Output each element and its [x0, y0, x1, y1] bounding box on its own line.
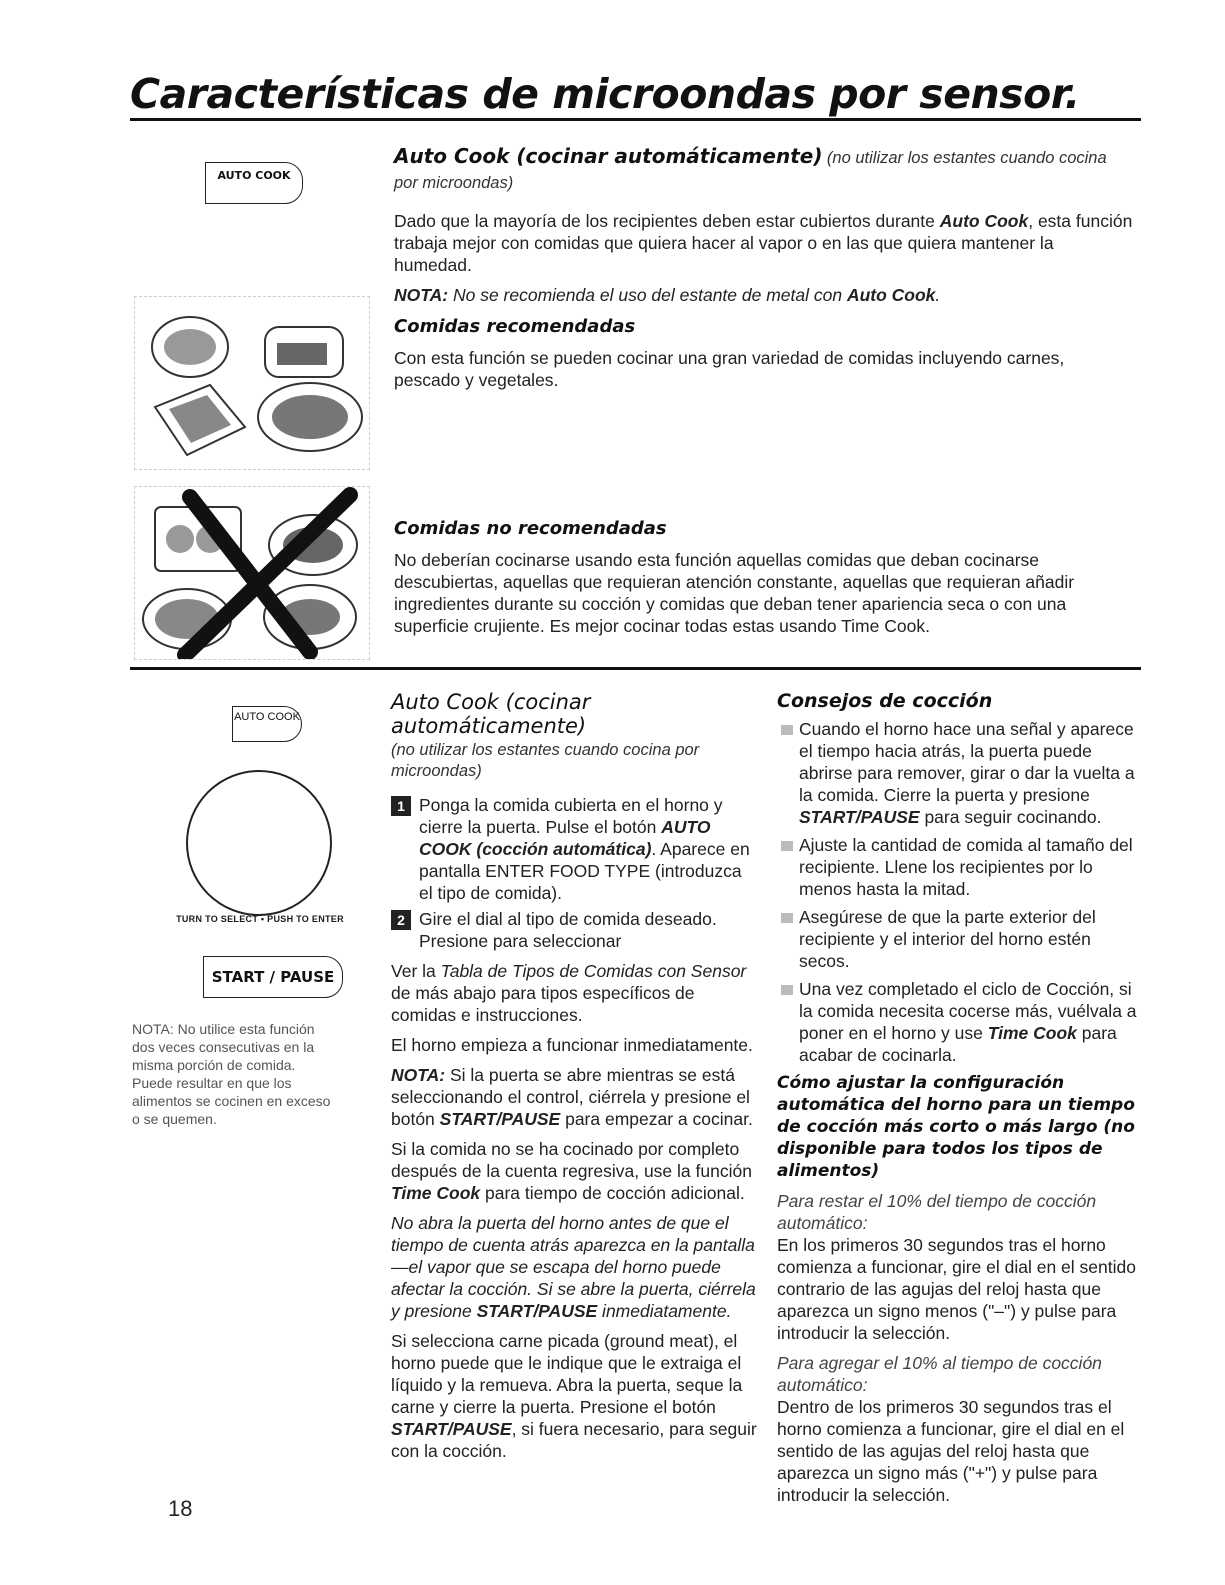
sensor-table-reference: Ver la Tabla de Tipos de Comidas con Sensor de más abajo para tipos específicos de comidas e instrucciones.: [391, 961, 747, 1025]
start-pause-button-icon: START / PAUSE: [203, 956, 343, 998]
auto-cook-heading: Auto Cook (cocinar automáticamente): [394, 144, 823, 168]
auto-cook-instructions: [391, 690, 759, 1462]
auto-cook-button-icon-small: AUTO COOK: [232, 706, 302, 742]
not-recommended-foods-illustration: [134, 486, 370, 660]
start-text: El horno empieza a funcionar inmediatamente.: [391, 1035, 753, 1055]
not-recommended-heading: Comidas no recomendadas: [394, 518, 667, 539]
door-note: NOTA: Si la puerta se abre mientras se está seleccionando el control, ciérrela y presione el botón START/PAUSE para empezar a cocinar.: [391, 1065, 753, 1129]
add-text: Dentro de los primeros 30 segundos tras el horno comienza a funcionar, gire el dial en el sentido de las agujas del reloj hasta que aparezca un signo más ("+") y pulse para introducir la selección.: [777, 1397, 1125, 1505]
step-number: 2: [391, 910, 411, 930]
adjust-heading: Cómo ajustar la configuración automática del horno para un tiempo de cocción más corto o más largo (no disponible para todos los tipos de alimentos): [777, 1073, 1135, 1181]
auto-cook-note: NOTA: No se recomienda el uso del estante de metal con Auto Cook.: [394, 285, 941, 305]
not-recommended-section: [394, 518, 1124, 637]
tips-heading: Consejos de cocción: [777, 690, 993, 712]
subtract-text: En los primeros 30 segundos tras el horno comienza a funcionar, gire el dial en el sentido contrario de las agujas del reloj hasta que aparezca un signo menos ("–") y pulse para introducir la selección.: [777, 1235, 1136, 1343]
door-warning: No abra la puerta del horno antes de que el tiempo de cuenta atrás aparezca en la pantalla—el vapor que se escapa del horno puede afectar la cocción. Si se abre la puerta, ciérrela y presione START/PAUSE inmediatamente.: [391, 1213, 756, 1321]
ground-meat-text: Si selecciona carne picada (ground meat), el horno puede que le indique que le extraiga el líquido y la remueva. Abra la puerta, seque la carne y cierre la puerta. Presione el botón START/PAUSE, si fuera necesario, para seguir con la cocción.: [391, 1331, 757, 1461]
page-title: Características de microondas por sensor.: [130, 70, 1080, 118]
cooking-tips: [777, 690, 1142, 1506]
title-rule: [130, 118, 1141, 121]
step-number: 1: [391, 796, 411, 816]
section-rule: [130, 667, 1141, 670]
step-1: 1 Ponga la comida cubierta en el horno y cierre la puerta. Pulse el botón AUTO COOK (cocción automática). Aparece en pantalla ENTER FOOD TYPE (introduzca el tipo de comida).: [391, 794, 759, 904]
left-note: NOTA: No utilice esta función dos veces consecutivas en la misma porción de comida. Puede resultar en que los alimentos se cocinen en exceso o se quemen.: [132, 1021, 331, 1127]
auto-cook-intro: Dado que la mayoría de los recipientes deben estar cubiertos durante Auto Cook, esta función trabaja mejor con comidas que quiera hacer al vapor o en las que quiera mantener la humedad.: [394, 211, 1133, 275]
instructions-heading-note: (no utilizar los estantes cuando cocina por microondas): [391, 741, 700, 780]
tips-list: [777, 718, 1142, 1066]
instructions-heading: Auto Cook (cocinar automáticamente): [391, 690, 591, 738]
time-cook-text: Si la comida no se ha cocinado por completo después de la cuenta regresiva, use la función Time Cook para tiempo de cocción adicional.: [391, 1139, 752, 1203]
auto-cook-top-section: [394, 144, 1134, 391]
tip-item: Asegúrese de que la parte exterior del recipiente y el interior del horno estén secos.: [777, 906, 1142, 972]
page-number: 18: [168, 1496, 193, 1521]
tip-item: Una vez completado el ciclo de Cocción, si la comida necesita cocerse más, vuélvala a poner en el horno y use Time Cook para acabar de cocinarla.: [777, 978, 1142, 1066]
not-recommended-text: No deberían cocinarse usando esta función aquellas comidas que deban cocinarse descubiertas, aquellas que requieran atención constante, aquellas que requieran añadir ingredientes durante su cocción y comidas que deban tener apariencia seca o con una superficie crujiente. Es mejor cocinar todas estas usando Time Cook.: [394, 550, 1075, 636]
dial-icon: [186, 770, 332, 916]
add-heading: Para agregar el 10% al tiempo de cocción automático:: [777, 1353, 1102, 1395]
subtract-heading: Para restar el 10% del tiempo de cocción automático:: [777, 1191, 1097, 1233]
auto-cook-heading-note: (no utilizar los estantes cuando cocina por microondas): [394, 149, 1107, 192]
dial-label: TURN TO SELECT • PUSH TO ENTER: [176, 914, 344, 924]
recommended-text: Con esta función se pueden cocinar una gran variedad de comidas incluyendo carnes, pescado y vegetales.: [394, 348, 1065, 390]
recommended-foods-illustration: [134, 296, 370, 470]
tip-item: Cuando el horno hace una señal y aparece el tiempo hacia atrás, la puerta puede abrirse para remover, girar o dar la vuelta a la comida. Cierre la puerta y presione START/PAUSE para seguir cocinando.: [777, 718, 1142, 828]
auto-cook-button-icon: AUTO COOK: [205, 162, 303, 204]
step-2: 2 Gire el dial al tipo de comida deseado. Presione para seleccionar: [391, 908, 759, 952]
tip-item: Ajuste la cantidad de comida al tamaño del recipiente. Llene los recipientes por lo menos hasta la mitad.: [777, 834, 1142, 900]
recommended-heading: Comidas recomendadas: [394, 316, 636, 337]
